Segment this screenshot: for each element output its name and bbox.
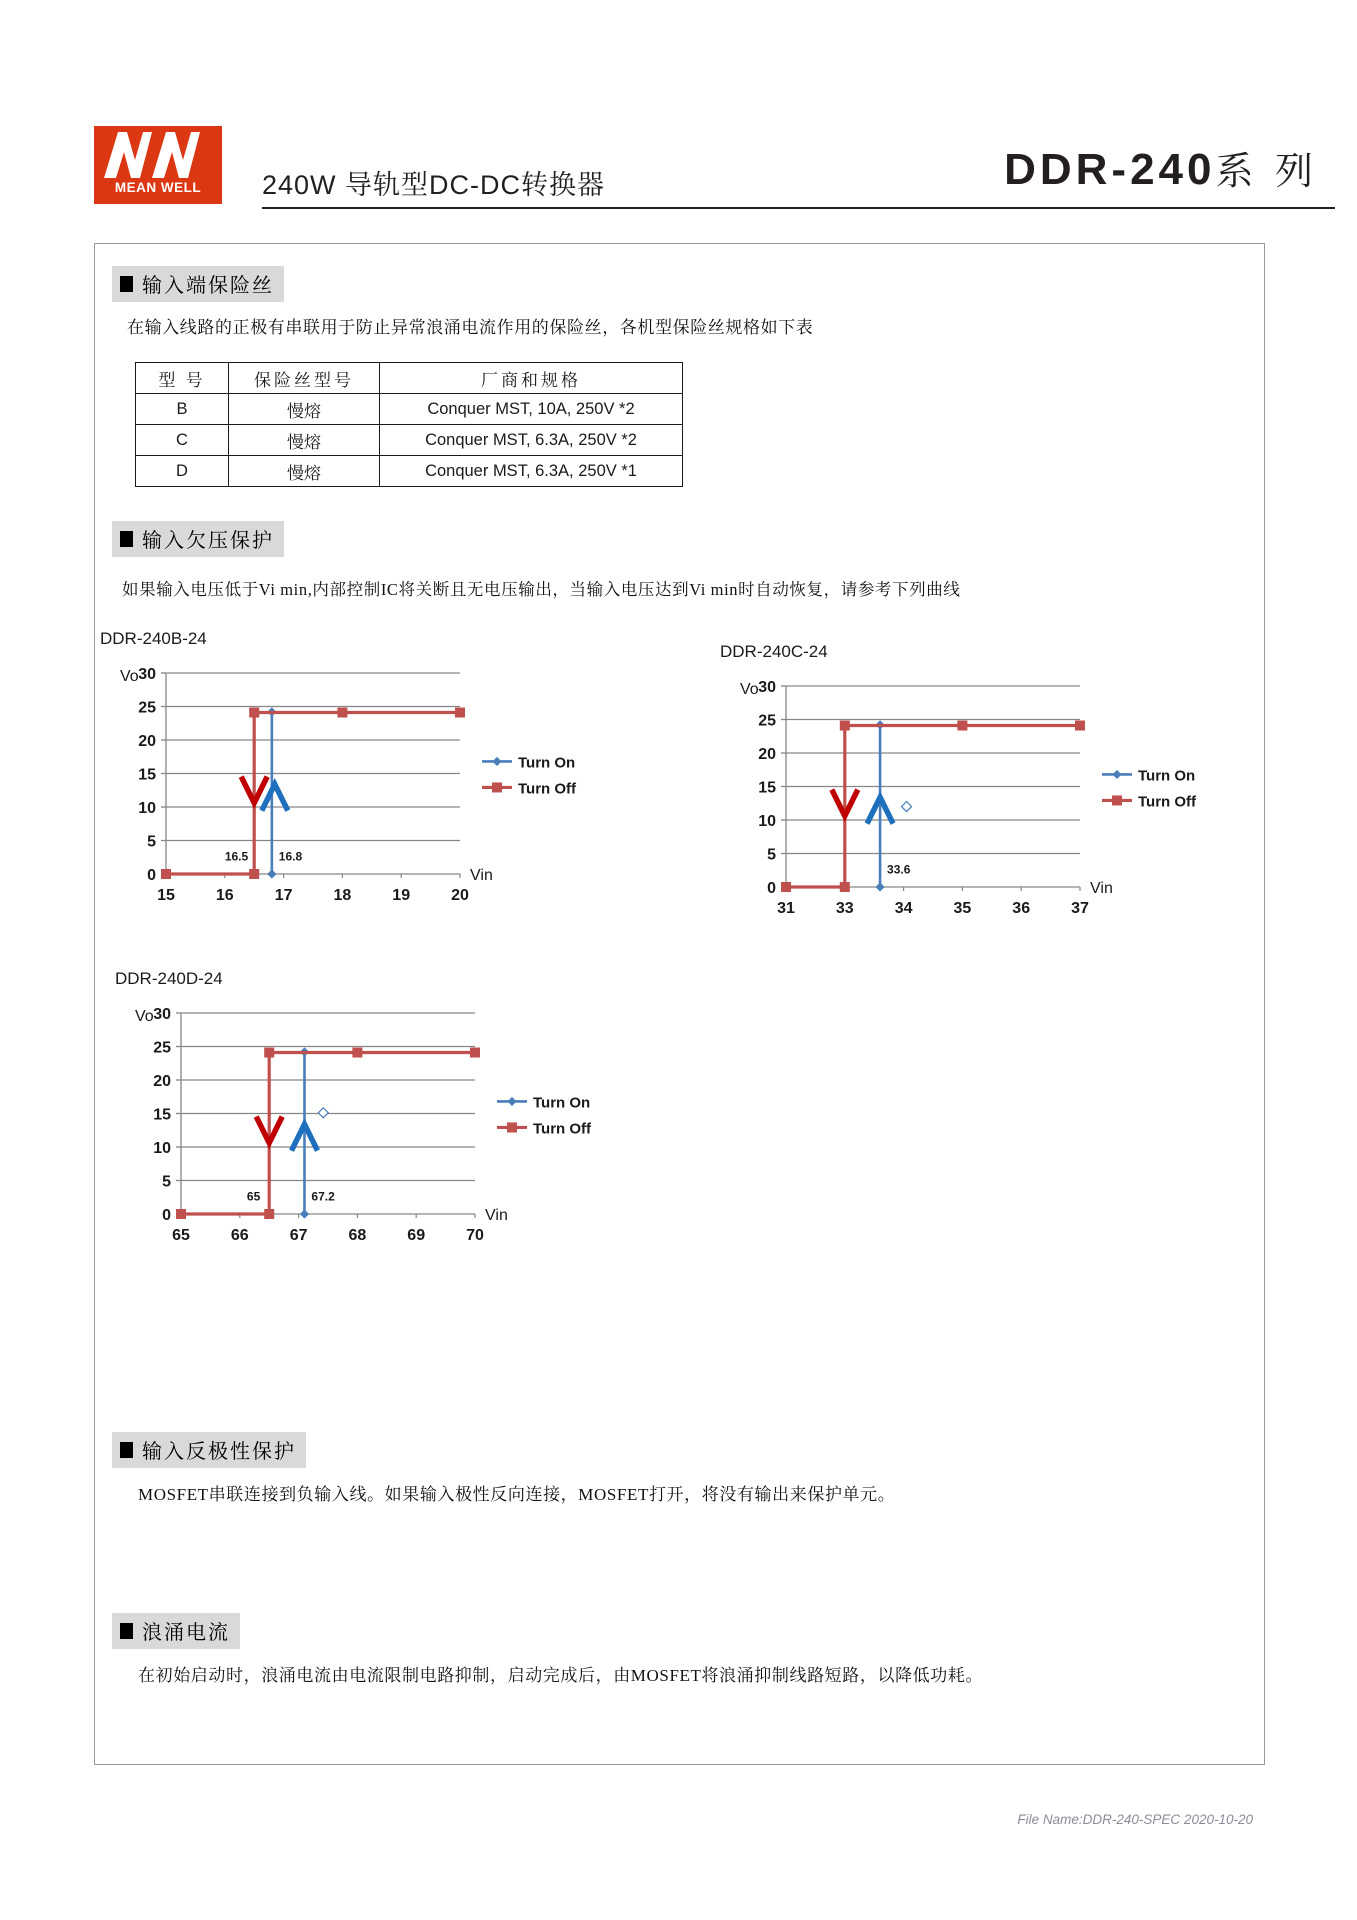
cell-model: C [136, 425, 229, 456]
annotation-label: 33.6 [887, 862, 911, 877]
y-tick-label: 10 [758, 813, 776, 830]
section-heading-inrush-label: 浪涌电流 [142, 1622, 230, 1644]
x-tick-label: 34 [894, 900, 913, 917]
chart-canvas [100, 655, 600, 920]
y-axis-label: Vo [135, 1008, 154, 1025]
page-title: 240W 导轨型DC-DC转换器 [262, 170, 606, 200]
y-tick-label: 10 [153, 1140, 171, 1157]
legend-label: Turn Off [1138, 793, 1197, 811]
section-heading-inrush [112, 1613, 240, 1649]
data-point-marker [352, 1048, 362, 1058]
bullet-square-icon [120, 276, 133, 292]
y-tick-label: 5 [147, 833, 156, 851]
legend-label: Turn Off [533, 1120, 592, 1138]
annotation-label: 67.2 [311, 1189, 335, 1204]
annotation-label: 65 [246, 1189, 261, 1204]
x-tick-label: 68 [348, 1227, 367, 1244]
y-tick-label: 25 [138, 699, 156, 717]
x-tick-label: 19 [392, 887, 411, 904]
data-point-marker [840, 882, 850, 892]
cell-vendor-spec: Conquer MST, 6.3A, 250V *2 [380, 425, 683, 456]
mw-mark-icon [94, 126, 222, 182]
legend-label: Turn On [533, 1094, 591, 1112]
y-tick-label: 25 [153, 1039, 171, 1057]
section-heading-fuse [112, 266, 284, 302]
data-point-marker [161, 869, 171, 879]
x-tick-label: 15 [157, 887, 175, 904]
y-tick-label: 0 [767, 880, 776, 897]
x-tick-label: 16 [215, 887, 234, 904]
series-line-turn-off [786, 726, 1080, 887]
section-heading-uvp [112, 521, 284, 557]
footer-filename: File Name:DDR-240-SPEC 2020-10-20 [1017, 1812, 1253, 1827]
fuse-specification-table [135, 362, 683, 487]
x-tick-label: 20 [451, 887, 469, 904]
x-tick-label: 17 [274, 887, 293, 904]
legend-swatch-marker [1112, 770, 1121, 779]
y-tick-label: 15 [138, 766, 156, 784]
cell-model: D [136, 456, 229, 487]
fuse-intro-text: 在输入线路的正极有串联用于防止异常浪涌电流作用的保险丝，各机型保险丝规格如下表 [127, 318, 814, 337]
cell-fuse-type: 慢熔 [229, 425, 380, 456]
x-tick-label: 37 [1071, 900, 1089, 917]
data-point-marker [249, 708, 259, 718]
x-tick-label: 69 [407, 1227, 426, 1244]
model-title [1004, 140, 1319, 195]
data-point-marker [470, 1048, 480, 1058]
header-divider [262, 207, 1335, 209]
y-tick-label: 20 [758, 746, 776, 763]
legend-swatch-marker [507, 1097, 516, 1106]
y-axis-label: Vo [120, 668, 139, 685]
y-tick-label: 5 [767, 846, 776, 864]
data-point-marker [264, 1048, 274, 1058]
y-tick-label: 10 [138, 800, 156, 817]
section-heading-reverse [112, 1432, 306, 1468]
section-heading-fuse-label: 输入端保险丝 [142, 275, 274, 297]
cell-vendor-spec: Conquer MST, 10A, 250V *2 [380, 394, 683, 425]
inrush-body-text: 在初始启动时，浪涌电流由电流限制电路抑制，启动完成后，由MOSFET将浪涌抑制线路短路，以降低功耗。 [138, 1666, 984, 1685]
uvp-intro-text: 如果输入电压低于Vi min,内部控制IC将关断且无电压输出，当输入电压达到Vi min时自动恢复，请参考下列曲线 [122, 580, 961, 599]
x-tick-label: 66 [230, 1227, 249, 1244]
chart-ddr-240d-24 [115, 969, 615, 1260]
column-header-vendor-spec: 厂商和规格 [380, 363, 683, 394]
y-tick-label: 25 [758, 712, 776, 730]
data-point-marker [1075, 721, 1085, 731]
chart-title: DDR-240C-24 [720, 642, 828, 661]
annotation-label: 16.5 [224, 849, 249, 864]
bullet-square-icon [120, 531, 133, 547]
x-tick-label: 35 [953, 900, 972, 917]
data-point-marker [840, 721, 850, 731]
legend-swatch-marker [492, 782, 502, 792]
series-line-turn-off [166, 713, 460, 874]
column-header-model: 型 号 [136, 363, 229, 394]
table-row [136, 456, 683, 487]
data-point-marker [781, 882, 791, 892]
x-tick-label: 65 [172, 1227, 190, 1244]
y-tick-label: 15 [153, 1106, 171, 1124]
data-point-marker [264, 1209, 274, 1219]
chart-ddr-240b-24 [100, 629, 600, 920]
y-tick-label: 30 [758, 679, 776, 696]
x-tick-label: 36 [1012, 900, 1031, 917]
legend-swatch-marker [1112, 795, 1122, 805]
chart-canvas [115, 995, 615, 1260]
bullet-square-icon [120, 1442, 133, 1458]
x-axis-label: Vin [1090, 880, 1113, 897]
model-name: DDR-240 [1004, 145, 1216, 194]
logo-wordmark: MEAN WELL [114, 180, 202, 195]
cell-fuse-type: 慢熔 [229, 394, 380, 425]
section-heading-reverse-label: 输入反极性保护 [142, 1441, 296, 1463]
y-tick-label: 30 [153, 1006, 171, 1023]
mean-well-logo [94, 126, 222, 204]
x-axis-label: Vin [470, 867, 493, 884]
section-heading-uvp-label: 输入欠压保护 [142, 530, 274, 552]
reverse-body-text: MOSFET串联连接到负输入线。如果输入极性反向连接，MOSFET打开，将没有输出来保护单元。 [138, 1485, 896, 1504]
chart-ddr-240c-24 [720, 642, 1220, 933]
y-tick-label: 30 [138, 666, 156, 683]
y-tick-label: 20 [153, 1073, 171, 1090]
y-tick-label: 0 [147, 867, 156, 884]
cell-model: B [136, 394, 229, 425]
chart-title: DDR-240D-24 [115, 969, 223, 988]
data-point-marker [957, 721, 967, 731]
data-point-marker [267, 869, 276, 878]
cell-vendor-spec: Conquer MST, 6.3A, 250V *1 [380, 456, 683, 487]
y-tick-label: 0 [162, 1207, 171, 1224]
annotation-label: 16.8 [278, 849, 303, 864]
legend-swatch-marker [507, 1122, 517, 1132]
x-tick-label: 67 [289, 1227, 308, 1244]
x-tick-label: 18 [333, 887, 352, 904]
table-row [136, 425, 683, 456]
table-row [136, 394, 683, 425]
data-point-marker [337, 708, 347, 718]
y-axis-label: Vo [740, 681, 759, 698]
x-tick-label: 31 [777, 900, 795, 917]
data-point-marker [176, 1209, 186, 1219]
chart-canvas [720, 668, 1220, 933]
data-point-marker [875, 882, 884, 891]
x-axis-label: Vin [485, 1207, 508, 1224]
x-tick-label: 70 [466, 1227, 484, 1244]
cell-fuse-type: 慢熔 [229, 456, 380, 487]
page-header [0, 0, 1357, 215]
y-tick-label: 15 [758, 779, 776, 797]
column-header-fuse-type: 保险丝型号 [229, 363, 380, 394]
data-point-marker [249, 869, 259, 879]
chart-title: DDR-240B-24 [100, 629, 207, 648]
legend-swatch-marker [492, 757, 501, 766]
data-point-marker [300, 1209, 309, 1218]
bullet-square-icon [120, 1623, 133, 1639]
legend-label: Turn On [1138, 767, 1196, 785]
hollow-diamond-marker [902, 802, 912, 812]
legend-label: Turn On [518, 754, 576, 772]
legend-label: Turn Off [518, 780, 577, 798]
x-tick-label: 33 [835, 900, 854, 917]
data-point-marker [455, 708, 465, 718]
y-tick-label: 5 [162, 1173, 171, 1191]
y-tick-label: 20 [138, 733, 156, 750]
hollow-diamond-marker [318, 1108, 328, 1118]
series-suffix: 系 列 [1215, 151, 1319, 193]
table-header-row [136, 363, 683, 394]
